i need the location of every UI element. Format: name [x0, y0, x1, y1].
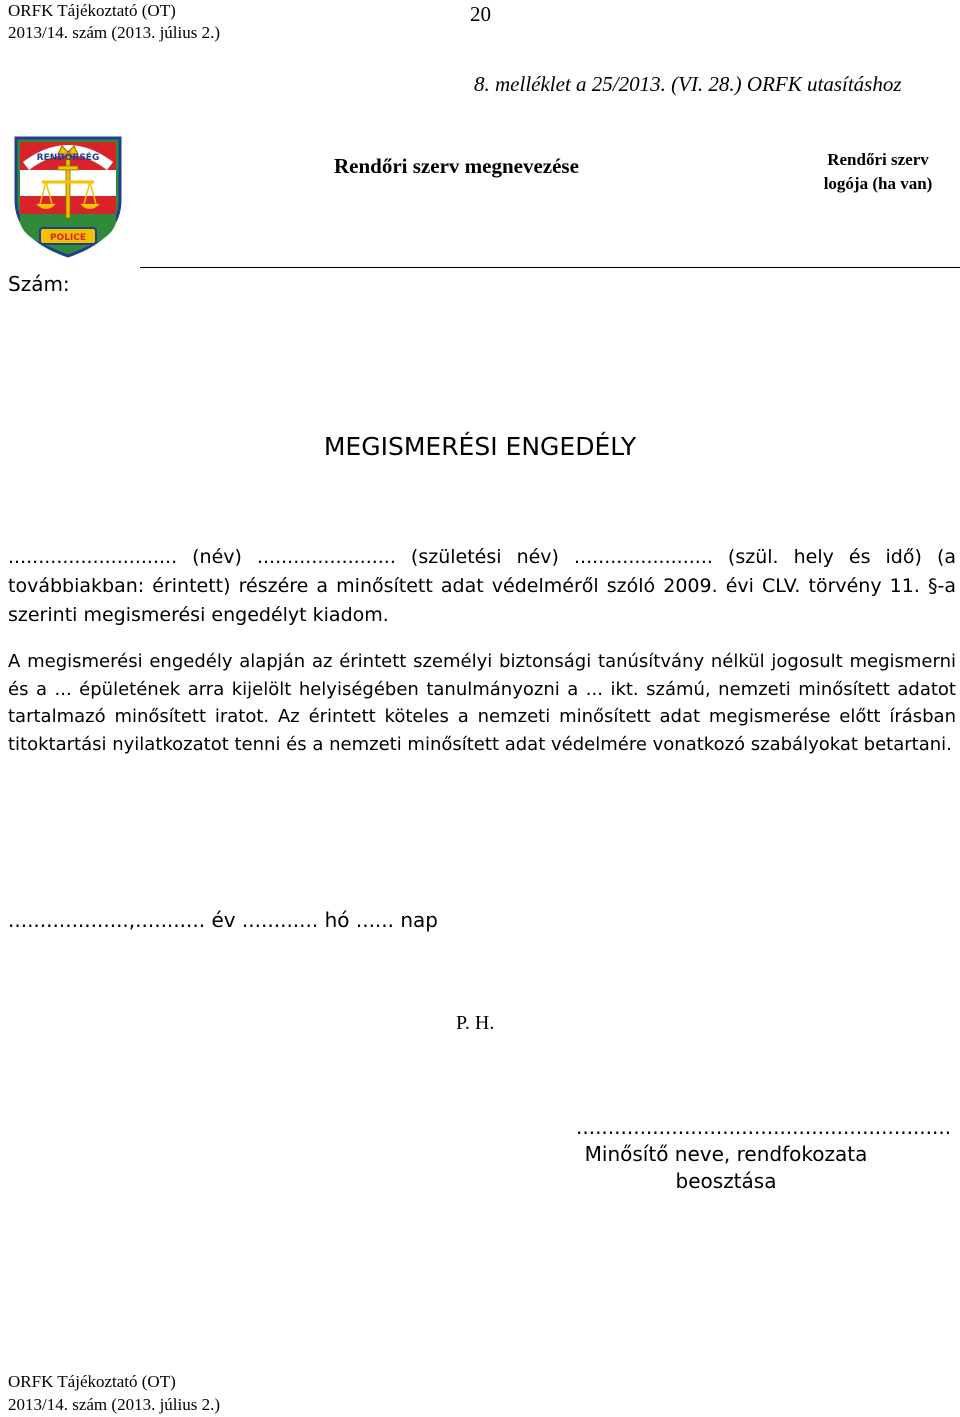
stamp-placeholder: P. H. [456, 1012, 495, 1034]
date-line: ...................,........... év ............ hó ...... nap [8, 908, 438, 932]
footer-issue: 2013/14. szám (2013. július 2.) [8, 1395, 221, 1414]
letterhead-divider [140, 267, 960, 268]
signature-block [576, 1114, 952, 1195]
page-number: 20 [470, 2, 491, 26]
paragraph-conditions: A megismerési engedély alapján az érintett személyi biztonsági tanúsítvány nélkül jogosult megismerni és a ... épületének arra kijelölt helyiségében tanulmányozni a ... ikt. számú, nemzeti minősített adatot tartalmazó minősített iratot. Az érintett köteles a nemzeti minősített adat megismerése előtt írásban titoktartási nyilatkozatot tenni és a nemzeti minősített adat védelmére vonatkozó szabályokat betartani. [8, 651, 956, 755]
signatory-position: beosztása [675, 1169, 777, 1193]
running-header-issue: 2013/14. szám (2013. július 2.) [8, 23, 221, 42]
paragraph-issuance: ............................ (név) ....................... (születési név) ....................... (szül. hely és idő) (a továbbiakban: érintett) részére a minősített adat védelméről szóló 2009. évi CLV. törvény 11. §-a szerinti megismerési engedélyt kiadom. [8, 546, 956, 626]
police-emblem-logo [12, 130, 124, 260]
running-header-publication: ORFK Tájékoztató (OT) [8, 1, 176, 20]
signature-line: ........................................................... [576, 1115, 952, 1139]
org-logo-line1: Rendőri szerv [827, 150, 929, 169]
org-logo-placeholder [800, 148, 956, 196]
org-name-heading: Rendőri szerv megnevezése [334, 154, 579, 178]
number-label: Szám: [8, 272, 70, 296]
document-title: MEGISMERÉSI ENGEDÉLY [323, 432, 637, 461]
annex-reference: 8. melléklet a 25/2013. (VI. 28.) ORFK utasításhoz [474, 72, 902, 96]
footer-publication: ORFK Tájékoztató (OT) [8, 1372, 176, 1391]
org-logo-line2: logója (ha van) [823, 174, 933, 193]
emblem-police-text: POLICE [49, 233, 87, 243]
signatory-name: Minősítő neve, rendfokozata [584, 1142, 868, 1166]
emblem-rendorseg-text: RENDŐRSÉG [36, 153, 100, 163]
